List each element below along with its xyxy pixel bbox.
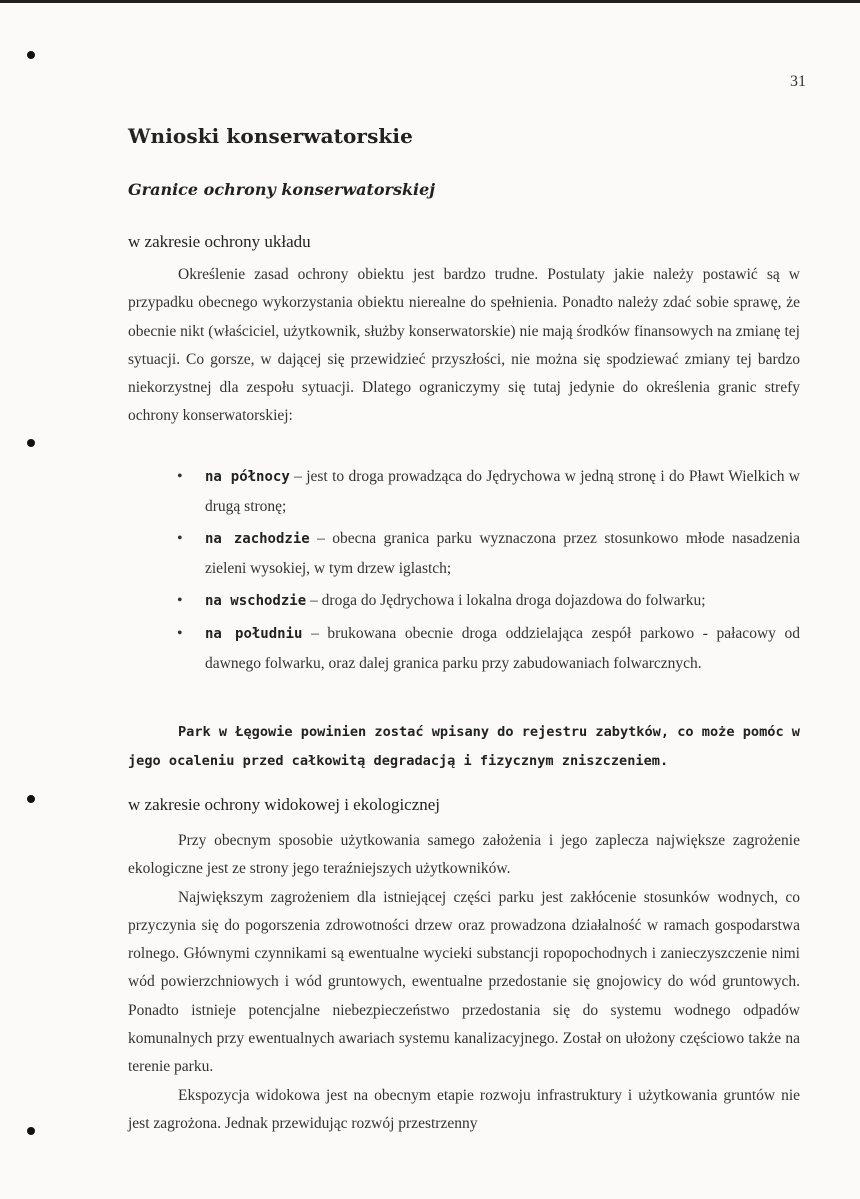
- bullet-icon: •: [177, 592, 183, 609]
- list-item-text: – droga do Jędrychowa i lokalna droga dojazdowa do folwarku;: [306, 592, 706, 609]
- section-subtitle: Granice ochrony konserwatorskiej: [128, 180, 436, 199]
- list-item-term: na wschodzie: [205, 593, 307, 609]
- subsection-heading-layout: w zakresie ochrony układu: [128, 232, 311, 251]
- binder-hole-mark: [27, 1127, 35, 1135]
- conclusion-text: Park w Łęgowie powinien zostać wpisany do rejestru zabytków, co może pomóc w jego ocaleniu przed całkowitą degradacją i fizycznym zniszczeniem.: [128, 724, 800, 769]
- binder-hole-mark: [27, 51, 35, 59]
- paragraph-text: Ekspozycja widokowa jest na obecnym etapie rozwoju infrastruktury i użytkowania gruntów nie jest zagrożona. Jednak przewidując rozwój przestrzenny: [128, 1086, 800, 1132]
- scan-top-edge: [0, 0, 860, 3]
- paragraph-group-landscape: [128, 827, 800, 1138]
- page-number: 31: [790, 73, 806, 90]
- paragraph-text: Określenie zasad ochrony obiektu jest bardzo trudne. Postulaty jakie należy postawić są w przypadku obecnego wykorzystania obiektu nierealne do spełnienia. Ponadto należy zdać sobie sprawę, że obecnie nikt (właściciel, użytkownik, służby konserwatorskie) nie mają środków finansowych na zmianę tej sytuacji. Co gorsze, w dającej się przewidzieć przyszłości, nie można się spodziewać zmiany tej bardzo niekorzystnej dla zespołu sytuacji. Dlatego ograniczymy się tutaj jedynie do określenia granic strefy ochrony konserwatorskiej:: [128, 266, 800, 425]
- list-item: [175, 524, 800, 583]
- binder-hole-mark: [27, 439, 35, 447]
- section-title: Wnioski konserwatorskie: [128, 124, 413, 148]
- subsection-heading-landscape: w zakresie ochrony widokowej i ekologicznej: [128, 795, 441, 814]
- bullet-icon: •: [177, 625, 183, 642]
- list-item-text: – jest to droga prowadząca do Jędrychowa w jedną stronę i do Pławt Wielkich w drugą stronę;: [205, 468, 800, 515]
- list-item-term: na zachodzie: [205, 531, 310, 547]
- list-item-term: na północy: [205, 469, 290, 485]
- paragraph-text: Przy obecnym sposobie użytkowania samego założenia i jego zaplecza największe zagrożenie ekologiczne jest ze strony jego teraźniejszych użytkowników.: [128, 832, 800, 878]
- list-item-term: na południu: [205, 626, 303, 642]
- bullet-icon: •: [177, 468, 183, 485]
- list-item-text: – brukowana obecnie droga oddzielająca zespół parkowo - pałacowy od dawnego folwarku, oraz dalej granica parku przy zabudowaniach folwarcznych.: [205, 625, 800, 672]
- paragraph-intro: [128, 261, 800, 431]
- list-item: [175, 462, 800, 521]
- conclusion-bold-paragraph: [128, 718, 800, 776]
- paragraph-text: Największym zagrożeniem dla istniejącej części parku jest zakłócenie stosunków wodnych, co przyczynia się do pogorszenia zdrowotności drzew oraz prowadzona działalność w ramach gospodarstwa rolnego. Głównymi czynnikami są ewentualne wycieki substancji ropopochodnych i zanieczyszczenie nimi wód powierzchniowych i wód gruntowych, ewentualne przedostanie się gnojowicy do wód gruntowych. Ponadto istnieje potencjalne niebezpieczeństwo przedostania się do systemu wodnego odpadów komunalnych przy ewentualnych awariach systemu kanalizacyjnego. Został on ułożony częściowo także na terenie parku.: [128, 888, 800, 1076]
- list-item-text: – obecna granica parku wyznaczona przez stosunkowo młode nasadzenia zieleni wysokiej, w tym drzew iglastch;: [205, 530, 800, 577]
- list-item: [175, 619, 800, 678]
- binder-hole-mark: [27, 795, 35, 803]
- list-item: [175, 586, 800, 616]
- bullet-icon: •: [177, 530, 183, 547]
- boundary-list: [175, 462, 800, 681]
